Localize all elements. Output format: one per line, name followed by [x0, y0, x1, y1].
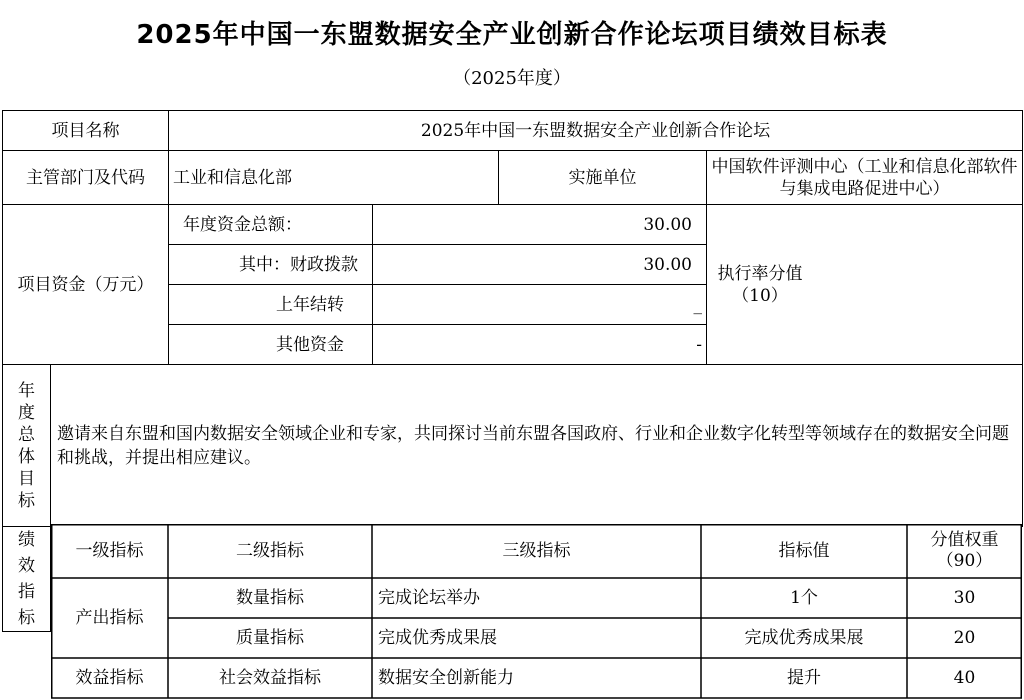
header-weight: 分值权重（90） — [930, 530, 999, 571]
indicator-value: 1个 — [790, 587, 818, 608]
annual-goal-label: 年度总体目标 — [3, 365, 51, 527]
header-level1: 一级指标 — [75, 540, 144, 561]
header-level2: 二级指标 — [236, 540, 304, 561]
funds-total-row — [3, 205, 1023, 245]
level1-benefit: 效益指标 — [75, 667, 144, 688]
indicator-level3: 数据安全创新能力 — [378, 667, 514, 688]
project-name-row — [3, 111, 1023, 151]
annual-goal-text: 邀请来自东盟和国内数据安全领域企业和专家，共同探讨当前东盟各国政府、行业和企业数字化转型等领域存在的数据安全问题和挑战，并提出相应建议。 — [51, 365, 1023, 527]
header-level3: 三级指标 — [502, 540, 571, 561]
funds-other-label: 其他资金 — [169, 325, 373, 365]
project-name-label: 项目名称 — [3, 111, 169, 151]
funds-fiscal-label: 其中：财政拨款 — [169, 245, 373, 285]
indicator-level2: 数量指标 — [236, 587, 304, 608]
funds-total-label: 年度资金总额： — [169, 205, 373, 245]
indicator-level3: 完成优秀成果展 — [378, 627, 497, 648]
header-value: 指标值 — [778, 540, 830, 561]
funds-total-value: 30.00 — [373, 205, 707, 245]
indicator-value: 完成优秀成果展 — [744, 627, 864, 648]
execution-rate-label: 执行率分值（10） — [707, 205, 1023, 365]
page-title: 2025年中国一东盟数据安全产业创新合作论坛项目绩效目标表 — [136, 20, 888, 50]
indicator-value: 提升 — [787, 667, 821, 688]
indicator-level2: 质量指标 — [236, 627, 304, 648]
implementing-unit-label: 实施单位 — [499, 151, 707, 205]
level1-output: 产出指标 — [75, 607, 144, 628]
indicator-weight: 30 — [953, 587, 976, 608]
funds-fiscal-value: 30.00 — [373, 245, 707, 285]
indicator-weight: 40 — [953, 667, 976, 688]
funds-carryover-value: _ — [373, 285, 707, 325]
department-label: 主管部门及代码 — [3, 151, 169, 205]
indicators-label: 绩效指标 — [3, 527, 51, 632]
department-row — [3, 151, 1023, 205]
department-value: 工业和信息化部 — [169, 151, 499, 205]
indicator-grid — [51, 524, 1022, 700]
implementing-unit-value: 中国软件评测中心（工业和信息化部软件与集成电路促进中心） — [707, 151, 1023, 205]
indicator-weight: 20 — [953, 627, 976, 648]
indicator-level3: 完成论坛举办 — [378, 587, 480, 608]
indicator-level2: 社会效益指标 — [219, 667, 321, 688]
funds-carryover-label: 上年结转 — [169, 285, 373, 325]
annual-goal-row — [3, 365, 1023, 527]
funds-label: 项目资金（万元） — [3, 205, 169, 365]
funds-other-value: - — [373, 325, 707, 365]
page-subtitle: （2025年度） — [453, 68, 571, 89]
project-name-value: 2025年中国一东盟数据安全产业创新合作论坛 — [169, 111, 1023, 151]
